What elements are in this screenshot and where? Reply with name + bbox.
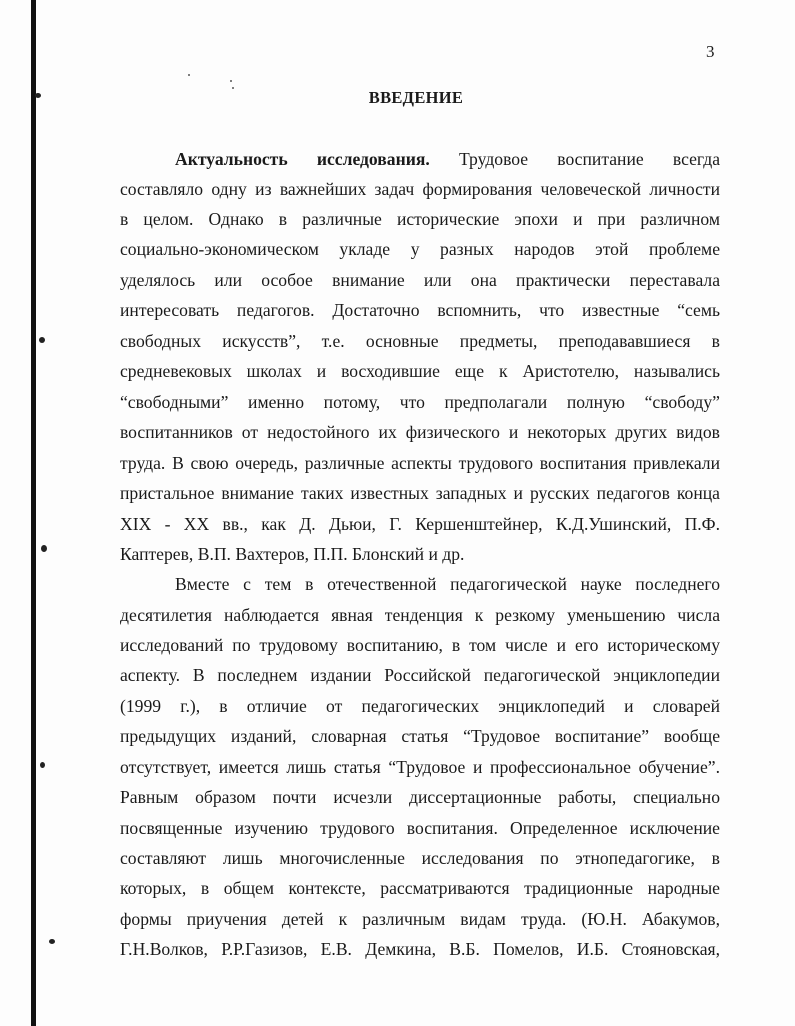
paragraph-line: исследований по трудовому воспитанию, в том числе и его историческому bbox=[120, 635, 720, 655]
paragraph-line: социально-экономическом укладе у разных народов этой проблеме bbox=[120, 239, 720, 259]
paragraph-line: Равным образом почти исчезли диссертационные работы, специально bbox=[120, 787, 720, 807]
paragraph-line: составляло одну из важнейших задач формирования человеческой личности bbox=[120, 179, 720, 199]
scan-speck bbox=[188, 74, 190, 76]
paragraph-line: “свободными” именно потому, что предполагали полную “свободу” bbox=[120, 392, 720, 412]
paragraph-line: составляют лишь многочисленные исследования по этнопедагогике, в bbox=[120, 848, 720, 868]
paragraph-line: Вместе с тем в отечественной педагогической науке последнего bbox=[175, 574, 720, 594]
paragraph-line: Каптерев, В.П. Вахтеров, П.П. Блонский и др. bbox=[120, 544, 465, 564]
paragraph-line: труда. В свою очередь, различные аспекты трудового воспитания привлекали bbox=[120, 453, 720, 473]
section-heading: ВВЕДЕНИЕ bbox=[368, 88, 464, 107]
paragraph-line: пристальное внимание таких известных западных и русских педагогов конца bbox=[120, 483, 720, 503]
scan-mark bbox=[39, 337, 45, 343]
paragraph-line bbox=[175, 147, 720, 171]
paragraph-line: аспекту. В последнем издании Российской педагогической энциклопедии bbox=[120, 665, 720, 685]
paragraph-line: Г.Н.Волков, Р.Р.Газизов, Е.В. Демкина, В.Б. Помелов, И.Б. Стояновская, bbox=[120, 939, 720, 959]
page-number: 3 bbox=[706, 42, 715, 61]
paragraph-line: XIX - XX вв., как Д. Дьюи, Г. Кершенштейнер, К.Д.Ушинский, П.Ф. bbox=[120, 514, 720, 534]
paragraph-line: интересовать педагогов. Достаточно вспомнить, что известные “семь bbox=[120, 300, 720, 320]
paragraph-line: (1999 г.), в отличие от педагогических энциклопедий и словарей bbox=[120, 696, 720, 716]
paragraph-line-rest: Трудовое воспитание всегда bbox=[458, 149, 721, 169]
scan-speck bbox=[230, 80, 232, 82]
paragraph-line: воспитанников от недостойного их физического и некоторых других видов bbox=[120, 422, 720, 442]
paragraph-line: которых, в общем контексте, рассматриваются традиционные народные bbox=[120, 878, 720, 898]
paragraph-line: десятилетия наблюдается явная тенденция к резкому уменьшению числа bbox=[120, 605, 720, 625]
paragraph-line: посвященные изучению трудового воспитания. Определенное исключение bbox=[120, 818, 720, 838]
paragraph-line: средневековых школах и восходившие еще к Аристотелю, назывались bbox=[120, 361, 720, 381]
paragraph-line: отсутствует, имеется лишь статья “Трудовое и профессиональное обучение”. bbox=[120, 757, 720, 777]
paragraph-line: свободных искусств”, т.е. основные предметы, преподававшиеся в bbox=[120, 331, 720, 351]
scan-mark bbox=[40, 762, 45, 768]
scan-mark bbox=[41, 545, 47, 552]
paragraph-line: в целом. Однако в различные исторические эпохи и при различном bbox=[120, 209, 720, 229]
page-binding-edge bbox=[31, 0, 36, 1026]
paragraph-line: формы приучения детей к различным видам труда. (Ю.Н. Абакумов, bbox=[120, 909, 720, 929]
paragraph-line: уделялось или особое внимание или она практически переставала bbox=[120, 270, 720, 290]
paragraph-lead: Актуальность исследования. bbox=[175, 149, 430, 169]
paragraph-line: предыдущих изданий, словарная статья “Трудовое воспитание” вообще bbox=[120, 726, 720, 746]
scan-mark bbox=[49, 939, 55, 944]
